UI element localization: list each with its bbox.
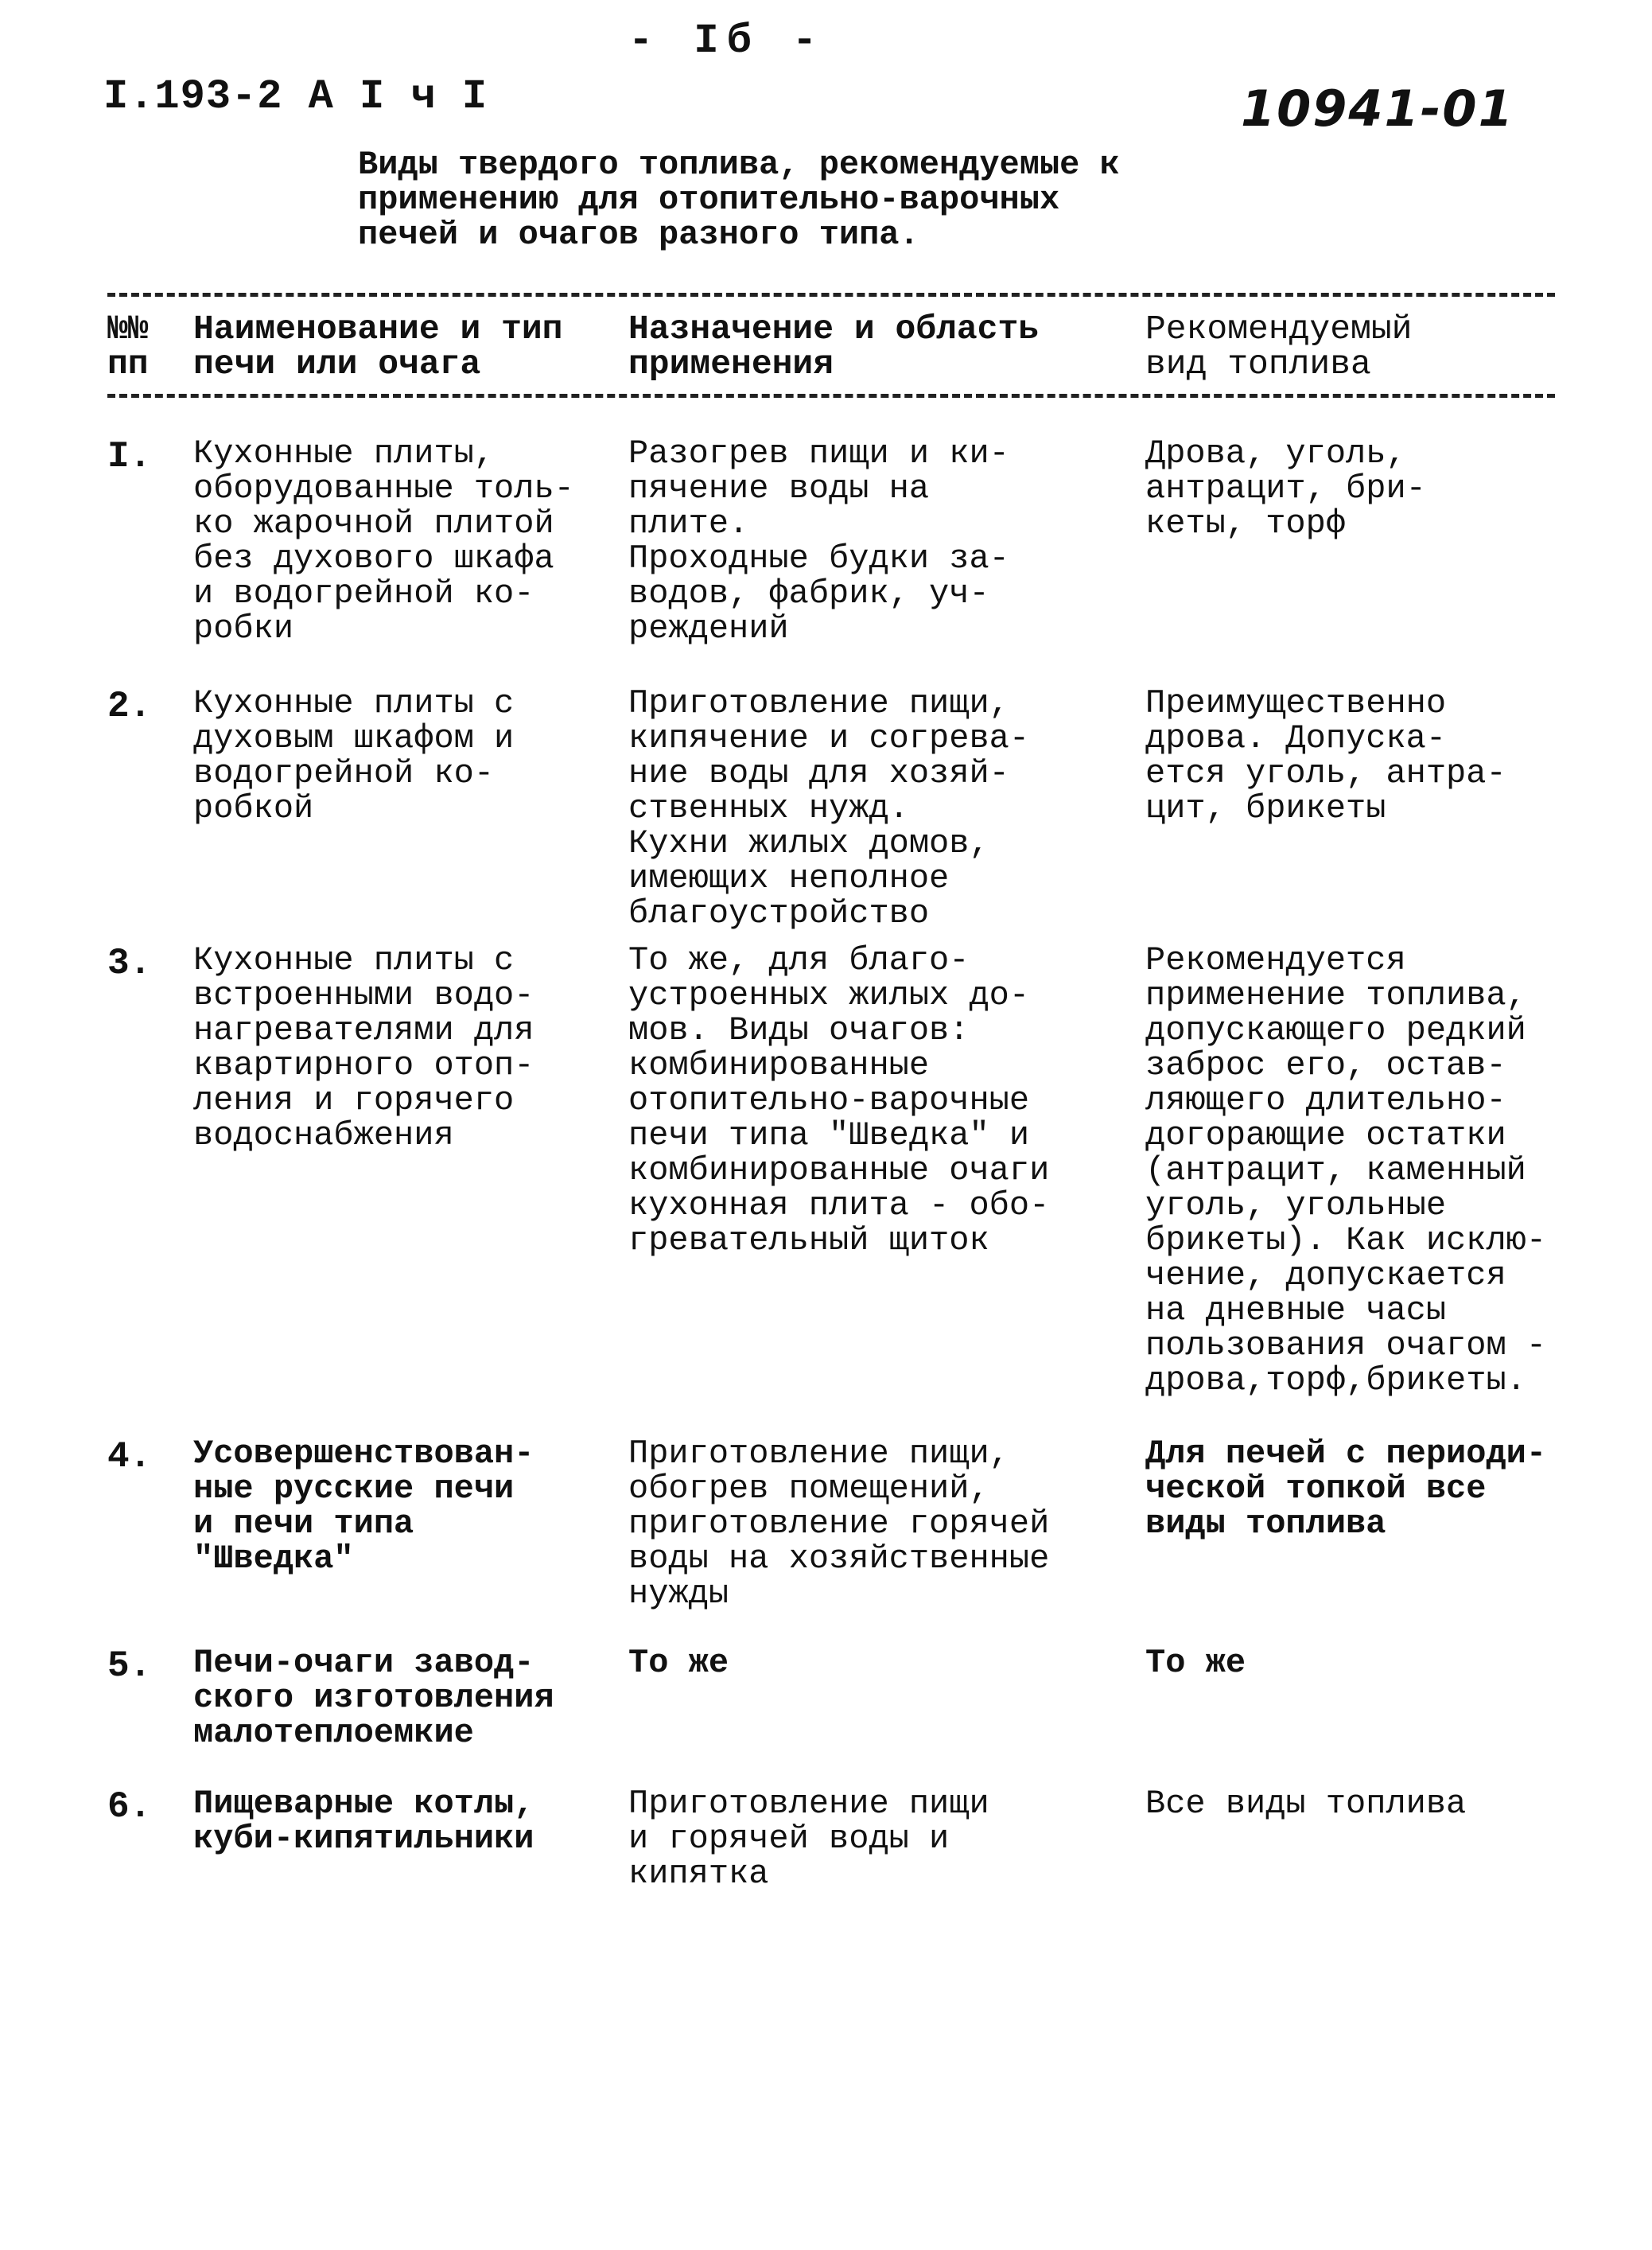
header-bottom-rule: [107, 394, 1555, 398]
row-5-fuel: То же: [1145, 1644, 1246, 1682]
row-5-purpose: То же: [628, 1644, 729, 1682]
row-4-fuel: Для печей с периоди- ческой топкой все виды топлива: [1145, 1434, 1547, 1543]
row-5-name: Печи-очаги завод- ского изготовления малотеплоемкие: [193, 1644, 554, 1752]
row-6-fuel: Все виды топлива: [1145, 1785, 1467, 1823]
row-2-fuel: Преимущественно дрова. Допуска- ется уголь, антра- цит, брикеты: [1145, 684, 1506, 827]
header-name: Наименование и тип печи или очага: [193, 309, 563, 383]
row-6-purpose: Приготовление пищи и горячей воды и кипятка: [628, 1785, 989, 1893]
header-fuel: Рекомендуемый вид топлива: [1145, 309, 1413, 383]
row-1-purpose: Разогрев пищи и ки- пячение воды на плите. Проходные будки за- водов, фабрик, уч- реждений: [628, 434, 1009, 648]
row-2-number: 2.: [107, 686, 152, 727]
row-6-number: 6.: [107, 1786, 152, 1828]
page-title: Виды твердого топлива, рекомендуемые к применению для отопительно-варочных печей и очагов разного типа.: [358, 146, 1120, 254]
row-4-purpose: Приготовление пищи, обогрев помещений, приготовление горячей воды на хозяйственные нужды: [628, 1434, 1050, 1613]
row-1-fuel: Дрова, уголь, антрацит, бри- кеты, торф: [1145, 434, 1426, 543]
row-3-name: Кухонные плиты с встроенными водо- нагревателями для квартирного отоп- ления и горячего водоснабжения: [193, 941, 534, 1154]
row-1-name: Кухонные плиты, оборудованные толь- ко жарочной плитой без духового шкафа и водогрейной ко- робки: [193, 434, 574, 648]
page-number: - Iб -: [628, 18, 826, 64]
row-5-number: 5.: [107, 1645, 152, 1687]
row-1-number: I.: [107, 436, 152, 477]
document-code: I.193-2 А I ч I: [103, 73, 488, 120]
table-top-rule: [107, 293, 1555, 297]
header-number: №№ пп: [107, 309, 149, 383]
row-2-name: Кухонные плиты с духовым шкафом и водогрейной ко- робкой: [193, 684, 515, 827]
row-3-fuel: Рекомендуется применение топлива, допускающего редкий заброс его, остав- ляющего длительно- догорающие остатки (антрацит, каменный уголь, угольные брикеты). Как исклю- чение, допускается на дневные часы пользования очагом - дрова,торф,брикеты.: [1145, 941, 1547, 1399]
archive-number: 10941-01: [1241, 80, 1514, 138]
row-4-name: Усовершенствован- ные русские печи и печи типа "Шведка": [193, 1434, 534, 1578]
row-3-number: 3.: [107, 943, 152, 984]
row-4-number: 4.: [107, 1436, 152, 1477]
row-2-purpose: Приготовление пищи, кипячение и согрева- ние воды для хозяй- ственных нужд. Кухни жилых домов, имеющих неполное благоустройство: [628, 684, 1030, 932]
row-3-purpose: То же, для благо- устроенных жилых до- мов. Виды очагов: комбинированные отопительно-варочные печи типа "Шведка" и комбинированные очаги кухонная плита - обо- гревательный щиток: [628, 941, 1050, 1259]
row-6-name: Пищеварные котлы, куби-кипятильники: [193, 1785, 534, 1858]
header-purpose: Назначение и область применения: [628, 309, 1040, 383]
